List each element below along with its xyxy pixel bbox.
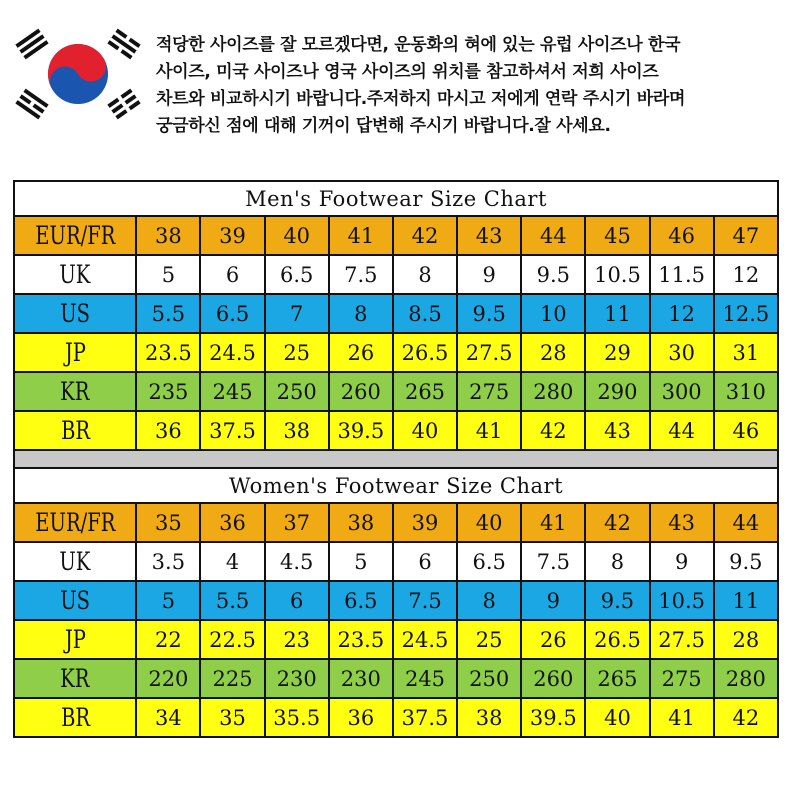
size-cell: 35	[136, 503, 200, 542]
row-label-text: UK	[59, 260, 91, 289]
size-cell: 22.5	[200, 620, 264, 659]
row-label-text: BR	[60, 416, 90, 445]
row-label-text: KR	[60, 377, 90, 406]
size-cell: 24.5	[393, 620, 457, 659]
size-cell: 38	[136, 216, 200, 255]
size-cell: 36	[329, 698, 393, 737]
size-cell: 7.5	[521, 542, 585, 581]
size-cell: 36	[136, 411, 200, 450]
size-cell: 10.5	[585, 255, 649, 294]
women-size-row	[14, 620, 778, 659]
size-cell: 6	[393, 542, 457, 581]
size-cell: 40	[457, 503, 521, 542]
size-cell: 6	[265, 581, 329, 620]
size-cell: 280	[714, 659, 778, 698]
size-cell: 28	[714, 620, 778, 659]
size-cell: 36	[200, 503, 264, 542]
size-cell: 26	[521, 620, 585, 659]
size-cell: 9.5	[521, 255, 585, 294]
size-cell: 12	[650, 294, 714, 333]
size-cell: 245	[393, 659, 457, 698]
men-size-row	[14, 255, 778, 294]
row-label	[14, 620, 136, 659]
size-cell: 300	[650, 372, 714, 411]
row-label	[14, 659, 136, 698]
row-label	[14, 255, 136, 294]
men-size-row	[14, 372, 778, 411]
size-advice-notice	[156, 32, 786, 140]
size-cell: 280	[521, 372, 585, 411]
size-cell: 250	[265, 372, 329, 411]
notice-line: 차트와 비교하시기 바랍니다.주저하지 마시고 저에게 연락 주시기 바라며	[156, 89, 686, 109]
size-cell: 44	[650, 411, 714, 450]
size-cell: 41	[521, 503, 585, 542]
size-cell: 260	[329, 372, 393, 411]
size-cell: 37.5	[200, 411, 264, 450]
size-cell: 250	[457, 659, 521, 698]
size-cell: 44	[521, 216, 585, 255]
size-cell: 28	[521, 333, 585, 372]
size-cell: 8	[585, 542, 649, 581]
size-cell: 31	[714, 333, 778, 372]
size-cell: 8	[329, 294, 393, 333]
size-cell: 9.5	[457, 294, 521, 333]
size-cell: 26	[329, 333, 393, 372]
size-cell: 43	[457, 216, 521, 255]
men-chart-title: Men's Footwear Size Chart	[14, 181, 778, 216]
row-label	[14, 294, 136, 333]
size-cell: 45	[585, 216, 649, 255]
size-cell: 37	[265, 503, 329, 542]
size-cell: 6.5	[329, 581, 393, 620]
size-cell: 40	[265, 216, 329, 255]
size-cell: 25	[265, 333, 329, 372]
row-label	[14, 581, 136, 620]
size-cell: 5	[136, 255, 200, 294]
size-cell: 25	[457, 620, 521, 659]
row-label-text: JP	[64, 625, 86, 654]
size-cell: 42	[393, 216, 457, 255]
size-cell: 44	[714, 503, 778, 542]
size-cell: 230	[329, 659, 393, 698]
size-cell: 26.5	[585, 620, 649, 659]
size-cell: 225	[200, 659, 264, 698]
size-cell: 43	[585, 411, 649, 450]
size-cell: 265	[393, 372, 457, 411]
size-cell: 11	[714, 581, 778, 620]
row-label	[14, 372, 136, 411]
size-cell: 38	[457, 698, 521, 737]
size-cell: 23.5	[136, 333, 200, 372]
men-size-row	[14, 333, 778, 372]
size-cell: 12.5	[714, 294, 778, 333]
size-cell: 41	[457, 411, 521, 450]
notice-line: 사이즈, 미국 사이즈나 영국 사이즈의 위치를 참고하셔서 저희 사이즈	[156, 62, 659, 82]
size-cell: 8	[457, 581, 521, 620]
notice-line: 궁금하신 점에 대해 기꺼이 답변해 주시기 바랍니다.잘 사세요.	[156, 116, 611, 136]
size-cell: 38	[265, 411, 329, 450]
women-size-row	[14, 581, 778, 620]
size-cell: 5.5	[136, 294, 200, 333]
women-size-row	[14, 542, 778, 581]
size-cell: 37.5	[393, 698, 457, 737]
size-cell: 35.5	[265, 698, 329, 737]
size-cell: 9	[457, 255, 521, 294]
size-cell: 9	[521, 581, 585, 620]
size-cell: 30	[650, 333, 714, 372]
size-cell: 275	[457, 372, 521, 411]
size-cell: 5	[136, 581, 200, 620]
size-cell: 245	[200, 372, 264, 411]
size-cell: 35	[200, 698, 264, 737]
size-cell: 40	[585, 698, 649, 737]
men-size-row	[14, 216, 778, 255]
size-cell: 40	[393, 411, 457, 450]
size-cell: 290	[585, 372, 649, 411]
row-label	[14, 698, 136, 737]
men-size-row	[14, 294, 778, 333]
size-cell: 23.5	[329, 620, 393, 659]
size-cell: 5	[329, 542, 393, 581]
row-label-text: UK	[59, 547, 91, 576]
size-cell: 7	[265, 294, 329, 333]
size-cell: 39	[393, 503, 457, 542]
size-cell: 10	[521, 294, 585, 333]
size-cell: 24.5	[200, 333, 264, 372]
size-cell: 9.5	[585, 581, 649, 620]
women-size-row	[14, 503, 778, 542]
size-cell: 23	[265, 620, 329, 659]
size-cell: 9.5	[714, 542, 778, 581]
size-cell: 38	[329, 503, 393, 542]
row-label-text: US	[60, 299, 91, 328]
size-cell: 5.5	[200, 581, 264, 620]
size-cell: 43	[650, 503, 714, 542]
size-cell: 4	[200, 542, 264, 581]
size-cell: 27.5	[457, 333, 521, 372]
size-cell: 10.5	[650, 581, 714, 620]
size-cell: 22	[136, 620, 200, 659]
row-label-text: EUR/FR	[35, 508, 116, 537]
size-cell: 220	[136, 659, 200, 698]
row-label	[14, 503, 136, 542]
size-cell: 41	[650, 698, 714, 737]
row-label-text: KR	[60, 664, 90, 693]
chart-separator	[14, 450, 778, 468]
size-cell: 42	[521, 411, 585, 450]
size-cell: 7.5	[329, 255, 393, 294]
size-cell: 11	[585, 294, 649, 333]
size-cell: 42	[714, 698, 778, 737]
size-cell: 310	[714, 372, 778, 411]
row-label-text: JP	[64, 338, 86, 367]
size-cell: 9	[650, 542, 714, 581]
size-cell: 6.5	[457, 542, 521, 581]
size-cell: 230	[265, 659, 329, 698]
row-label-text: US	[60, 586, 91, 615]
size-cell: 39.5	[521, 698, 585, 737]
size-cell: 27.5	[650, 620, 714, 659]
size-cell: 3.5	[136, 542, 200, 581]
row-label	[14, 411, 136, 450]
size-cell: 4.5	[265, 542, 329, 581]
row-label-text: BR	[60, 703, 90, 732]
size-cell: 235	[136, 372, 200, 411]
size-cell: 34	[136, 698, 200, 737]
row-label	[14, 542, 136, 581]
size-cell: 8.5	[393, 294, 457, 333]
size-cell: 26.5	[393, 333, 457, 372]
row-label-text: EUR/FR	[35, 221, 116, 250]
size-cell: 42	[585, 503, 649, 542]
row-label	[14, 333, 136, 372]
row-label	[14, 216, 136, 255]
men-size-row	[14, 411, 778, 450]
south-korea-flag-icon	[8, 22, 148, 122]
size-cell: 275	[650, 659, 714, 698]
women-size-row	[14, 698, 778, 737]
size-cell: 6.5	[265, 255, 329, 294]
size-cell: 47	[714, 216, 778, 255]
size-chart-table	[13, 180, 779, 738]
size-cell: 12	[714, 255, 778, 294]
size-cell: 41	[329, 216, 393, 255]
notice-line: 적당한 사이즈를 잘 모르겠다면, 운동화의 혀에 있는 유럽 사이즈나 한국	[156, 35, 681, 55]
size-cell: 39.5	[329, 411, 393, 450]
size-cell: 7.5	[393, 581, 457, 620]
size-cell: 265	[585, 659, 649, 698]
size-cell: 46	[650, 216, 714, 255]
size-cell: 6	[200, 255, 264, 294]
size-cell: 260	[521, 659, 585, 698]
women-chart-title: Women's Footwear Size Chart	[14, 468, 778, 503]
size-cell: 8	[393, 255, 457, 294]
size-cell: 29	[585, 333, 649, 372]
size-cell: 11.5	[650, 255, 714, 294]
women-size-row	[14, 659, 778, 698]
size-cell: 39	[200, 216, 264, 255]
size-cell: 6.5	[200, 294, 264, 333]
size-cell: 46	[714, 411, 778, 450]
